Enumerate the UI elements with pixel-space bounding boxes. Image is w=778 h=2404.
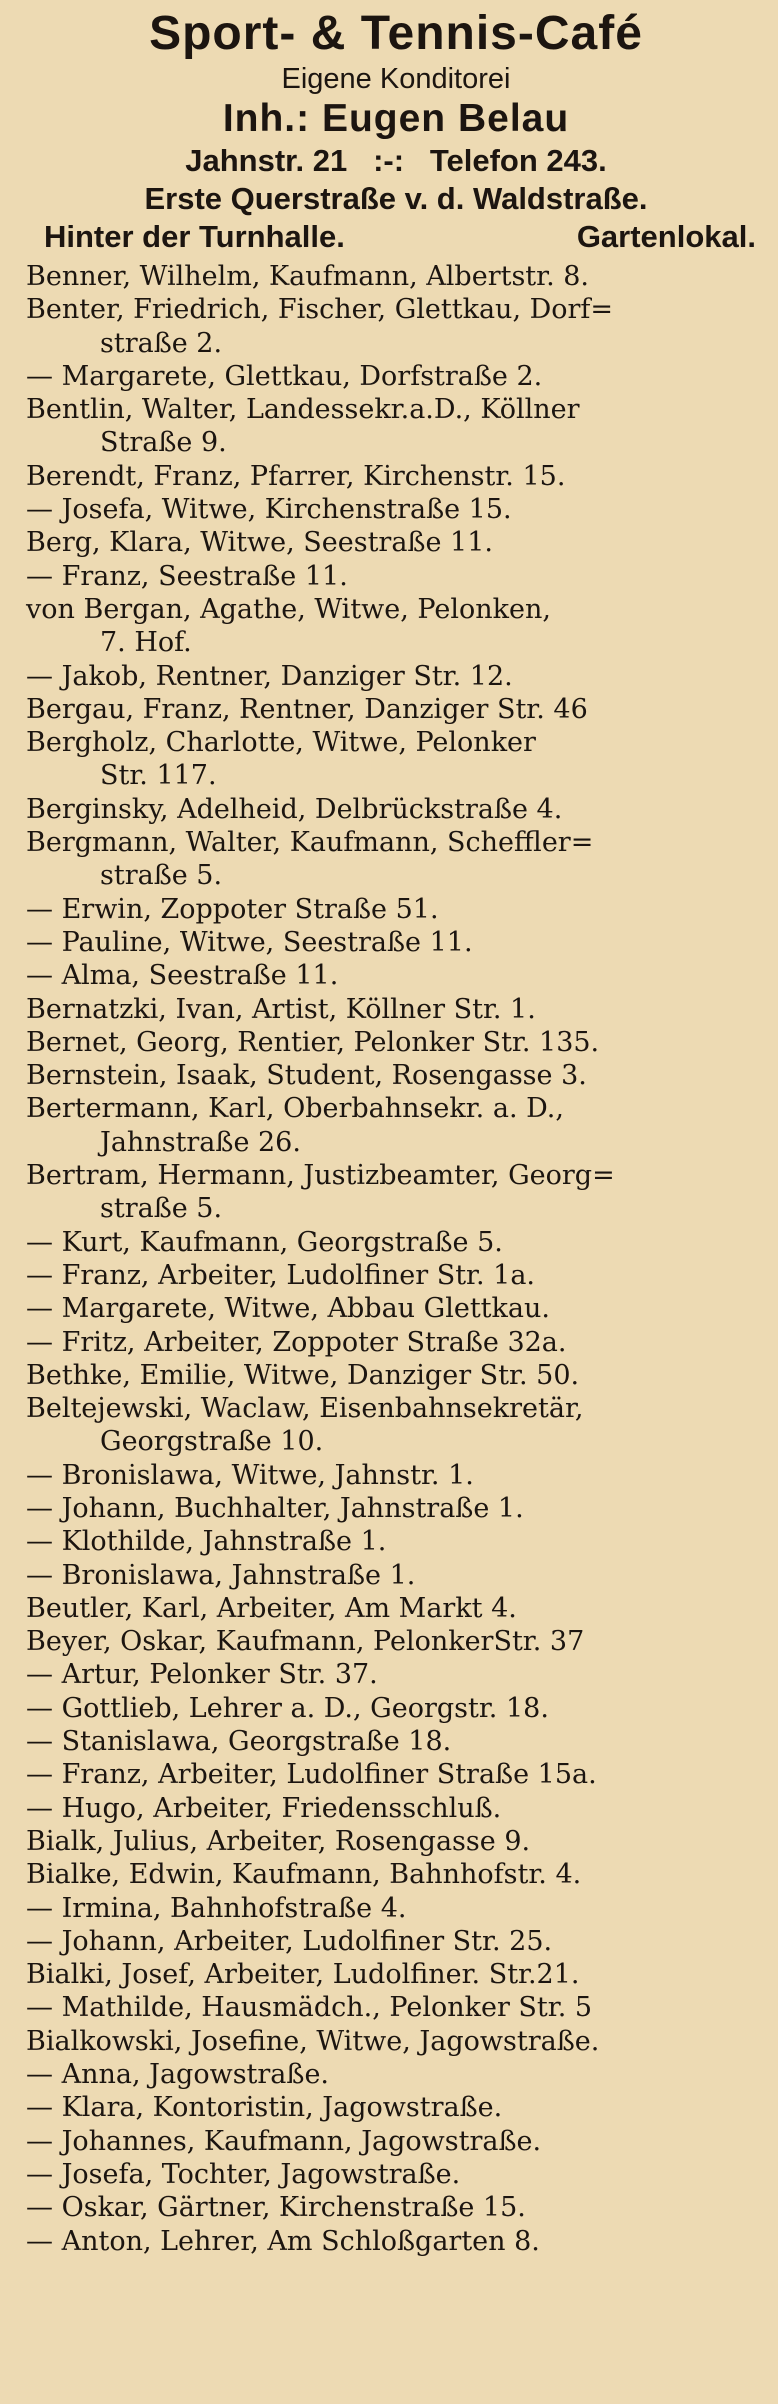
entry-line: Berendt, Franz, Pfarrer, Kirchenstr. 15. bbox=[26, 460, 566, 492]
entry-line: Bialki, Josef, Arbeiter, Ludolfiner. Str.21. bbox=[26, 1959, 580, 1991]
directory-entries bbox=[26, 260, 766, 2258]
directory-entry bbox=[26, 360, 766, 393]
entry-line: Beyer, Oskar, Kaufmann, PelonkerStr. 37 bbox=[26, 1626, 585, 1658]
directory-entry bbox=[26, 393, 766, 460]
ad-owner: Inh.: Eugen Belau bbox=[222, 97, 570, 140]
entry-line: Bentlin, Walter, Landessekr.a.D., Köllner bbox=[26, 394, 580, 426]
directory-entry bbox=[26, 1392, 766, 1459]
directory-entry bbox=[26, 660, 766, 693]
directory-entry bbox=[26, 1292, 766, 1325]
entry-line: — Pauline, Witwe, Seestraße 11. bbox=[26, 926, 473, 958]
directory-entry bbox=[26, 1359, 766, 1392]
directory-entry bbox=[26, 1059, 766, 1092]
entry-line: — Bronislawa, Jahnstraße 1. bbox=[26, 1559, 416, 1591]
entry-line: — Klara, Kontoristin, Jagowstraße. bbox=[26, 2092, 503, 2124]
entry-line: Bernatzki, Ivan, Artist, Köllner Str. 1. bbox=[26, 993, 536, 1025]
entry-line: Bergmann, Walter, Kaufmann, Scheffler= bbox=[26, 827, 594, 859]
directory-entry bbox=[26, 926, 766, 959]
entry-line: — Josefa, Witwe, Kirchenstraße 15. bbox=[26, 494, 512, 526]
entry-continuation-line: straße 2. bbox=[100, 327, 223, 359]
entry-line: Beltejewski, Waclaw, Eisenbahnsekretär, bbox=[26, 1393, 584, 1425]
entry-line: — Mathilde, Hausmädch., Pelonker Str. 5 bbox=[26, 1992, 593, 2024]
entry-line: Bernstein, Isaak, Student, Rosengasse 3. bbox=[26, 1060, 587, 1092]
directory-entry bbox=[26, 2225, 766, 2258]
entry-line: — Hugo, Arbeiter, Friedensschluß. bbox=[26, 1792, 502, 1824]
entry-line: — Johann, Buchhalter, Jahnstraße 1. bbox=[26, 1492, 524, 1524]
entry-continuation-line: 7. Hof. bbox=[100, 627, 192, 659]
ad-title: Sport- & Tennis-Café bbox=[149, 7, 643, 60]
directory-entry bbox=[26, 1825, 766, 1858]
directory-entry bbox=[26, 2091, 766, 2124]
directory-entry bbox=[26, 1758, 766, 1791]
directory-entry bbox=[26, 959, 766, 992]
directory-entry bbox=[26, 2191, 766, 2224]
directory-entry bbox=[26, 993, 766, 1026]
entry-line: — Oskar, Gärtner, Kirchenstraße 15. bbox=[26, 2192, 526, 2224]
entry-continuation-line: Straße 9. bbox=[100, 427, 227, 459]
entry-line: — Jakob, Rentner, Danziger Str. 12. bbox=[26, 660, 513, 692]
directory-entry bbox=[26, 1892, 766, 1925]
entry-line: — Stanislawa, Georgstraße 18. bbox=[26, 1726, 452, 1758]
entry-line: — Margarete, Witwe, Abbau Glettkau. bbox=[26, 1293, 550, 1325]
entry-continuation-line: straße 5. bbox=[100, 1193, 223, 1225]
directory-entry bbox=[26, 1958, 766, 1991]
entry-line: — Johannes, Kaufmann, Jagowstraße. bbox=[26, 2125, 542, 2157]
entry-line: — Irmina, Bahnhofstraße 4. bbox=[26, 1892, 407, 1924]
entry-line: Bernet, Georg, Rentier, Pelonker Str. 135. bbox=[26, 1026, 600, 1058]
entry-line: — Franz, Arbeiter, Ludolfiner Str. 1a. bbox=[26, 1259, 536, 1291]
directory-entry bbox=[26, 1559, 766, 1592]
directory-entry bbox=[26, 1259, 766, 1292]
directory-entry bbox=[26, 826, 766, 893]
directory-entry bbox=[26, 893, 766, 926]
entry-line: — Johann, Arbeiter, Ludolfiner Str. 25. bbox=[26, 1925, 553, 1957]
entry-line: — Anton, Lehrer, Am Schloßgarten 8. bbox=[26, 2225, 540, 2257]
directory-entry bbox=[26, 793, 766, 826]
entry-line: Benner, Wilhelm, Kaufmann, Albertstr. 8. bbox=[26, 261, 590, 292]
entry-line: — Franz, Seestraße 11. bbox=[26, 560, 348, 592]
directory-entry bbox=[26, 1159, 766, 1226]
entry-line: Beutler, Karl, Arbeiter, Am Markt 4. bbox=[26, 1592, 517, 1624]
directory-entry bbox=[26, 1592, 766, 1625]
entry-line: — Alma, Seestraße 11. bbox=[26, 960, 339, 992]
directory-entry bbox=[26, 560, 766, 593]
entry-continuation-line: Jahnstraße 26. bbox=[100, 1126, 301, 1158]
directory-entry bbox=[26, 1692, 766, 1725]
cafe-advertisement bbox=[26, 6, 766, 256]
directory-entry bbox=[26, 293, 766, 360]
directory-entry bbox=[26, 260, 766, 293]
directory-entry bbox=[26, 1625, 766, 1658]
ad-garden-line bbox=[26, 218, 766, 256]
directory-entry bbox=[26, 1792, 766, 1825]
directory-entry bbox=[26, 2058, 766, 2091]
ad-address-phone: Jahnstr. 21 :-: Telefon 243. bbox=[185, 143, 607, 178]
entry-line: — Gottlieb, Lehrer a. D., Georgstr. 18. bbox=[26, 1692, 549, 1724]
entry-line: — Franz, Arbeiter, Ludolfiner Straße 15a. bbox=[26, 1759, 597, 1791]
directory-entry bbox=[26, 1226, 766, 1259]
entry-line: Bialke, Edwin, Kaufmann, Bahnhofstr. 4. bbox=[26, 1859, 582, 1891]
directory-entry bbox=[26, 1459, 766, 1492]
directory-entry bbox=[26, 1092, 766, 1159]
directory-entry bbox=[26, 2025, 766, 2058]
entry-line: — Anna, Jagowstraße. bbox=[26, 2059, 329, 2091]
entry-line: Berginsky, Adelheid, Delbrückstraße 4. bbox=[26, 793, 563, 825]
entry-line: — Kurt, Kaufmann, Georgstraße 5. bbox=[26, 1226, 503, 1258]
entry-line: Bialk, Julius, Arbeiter, Rosengasse 9. bbox=[26, 1825, 531, 1857]
entry-line: — Josefa, Tochter, Jagowstraße. bbox=[26, 2158, 461, 2190]
entry-line: — Erwin, Zoppoter Straße 51. bbox=[26, 893, 439, 925]
directory-entry bbox=[26, 1525, 766, 1558]
entry-line: Bertram, Hermann, Justizbeamter, Georg= bbox=[26, 1160, 615, 1192]
directory-entry bbox=[26, 526, 766, 559]
directory-entry bbox=[26, 1925, 766, 1958]
directory-entry bbox=[26, 460, 766, 493]
entry-line: Bialkowski, Josefine, Witwe, Jagowstraße. bbox=[26, 2025, 600, 2057]
directory-entry bbox=[26, 1658, 766, 1691]
entry-line: — Margarete, Glettkau, Dorfstraße 2. bbox=[26, 360, 543, 392]
directory-entry bbox=[26, 1026, 766, 1059]
directory-entry bbox=[26, 1492, 766, 1525]
entry-continuation-line: straße 5. bbox=[100, 860, 223, 892]
entry-continuation-line: Georgstraße 10. bbox=[100, 1426, 324, 1458]
entry-line: — Bronislawa, Witwe, Jahnstr. 1. bbox=[26, 1459, 474, 1491]
directory-entry bbox=[26, 2125, 766, 2158]
entry-line: Berg, Klara, Witwe, Seestraße 11. bbox=[26, 527, 493, 559]
ad-garden-right: Gartenlokal. bbox=[576, 219, 756, 254]
directory-entry bbox=[26, 693, 766, 726]
entry-continuation-line: Str. 117. bbox=[100, 760, 217, 792]
directory-entry bbox=[26, 1326, 766, 1359]
ad-street-location: Erste Querstraße v. d. Waldstraße. bbox=[144, 181, 648, 216]
ad-subtitle: Eigene Konditorei bbox=[281, 63, 511, 95]
directory-entry bbox=[26, 1991, 766, 2024]
ad-garden-left: Hinter der Turnhalle. bbox=[44, 219, 345, 254]
directory-entry bbox=[26, 1725, 766, 1758]
entry-line: — Artur, Pelonker Str. 37. bbox=[26, 1659, 378, 1691]
directory-entry bbox=[26, 726, 766, 793]
directory-entry bbox=[26, 1858, 766, 1891]
entry-line: — Fritz, Arbeiter, Zoppoter Straße 32a. bbox=[26, 1326, 567, 1358]
entry-line: Bethke, Emilie, Witwe, Danziger Str. 50. bbox=[26, 1359, 580, 1391]
entry-line: — Klothilde, Jahnstraße 1. bbox=[26, 1526, 387, 1558]
directory-entry bbox=[26, 2158, 766, 2191]
entry-line: Bertermann, Karl, Oberbahnsekr. a. D., bbox=[26, 1093, 564, 1125]
entry-line: Bergholz, Charlotte, Witwe, Pelonker bbox=[26, 727, 536, 759]
entry-line: Benter, Friedrich, Fischer, Glettkau, Dorf= bbox=[26, 294, 614, 326]
entry-line: von Bergan, Agathe, Witwe, Pelonken, bbox=[26, 593, 551, 625]
entry-line: Bergau, Franz, Rentner, Danziger Str. 46 bbox=[26, 693, 588, 725]
directory-entry bbox=[26, 493, 766, 526]
directory-entry bbox=[26, 593, 766, 660]
